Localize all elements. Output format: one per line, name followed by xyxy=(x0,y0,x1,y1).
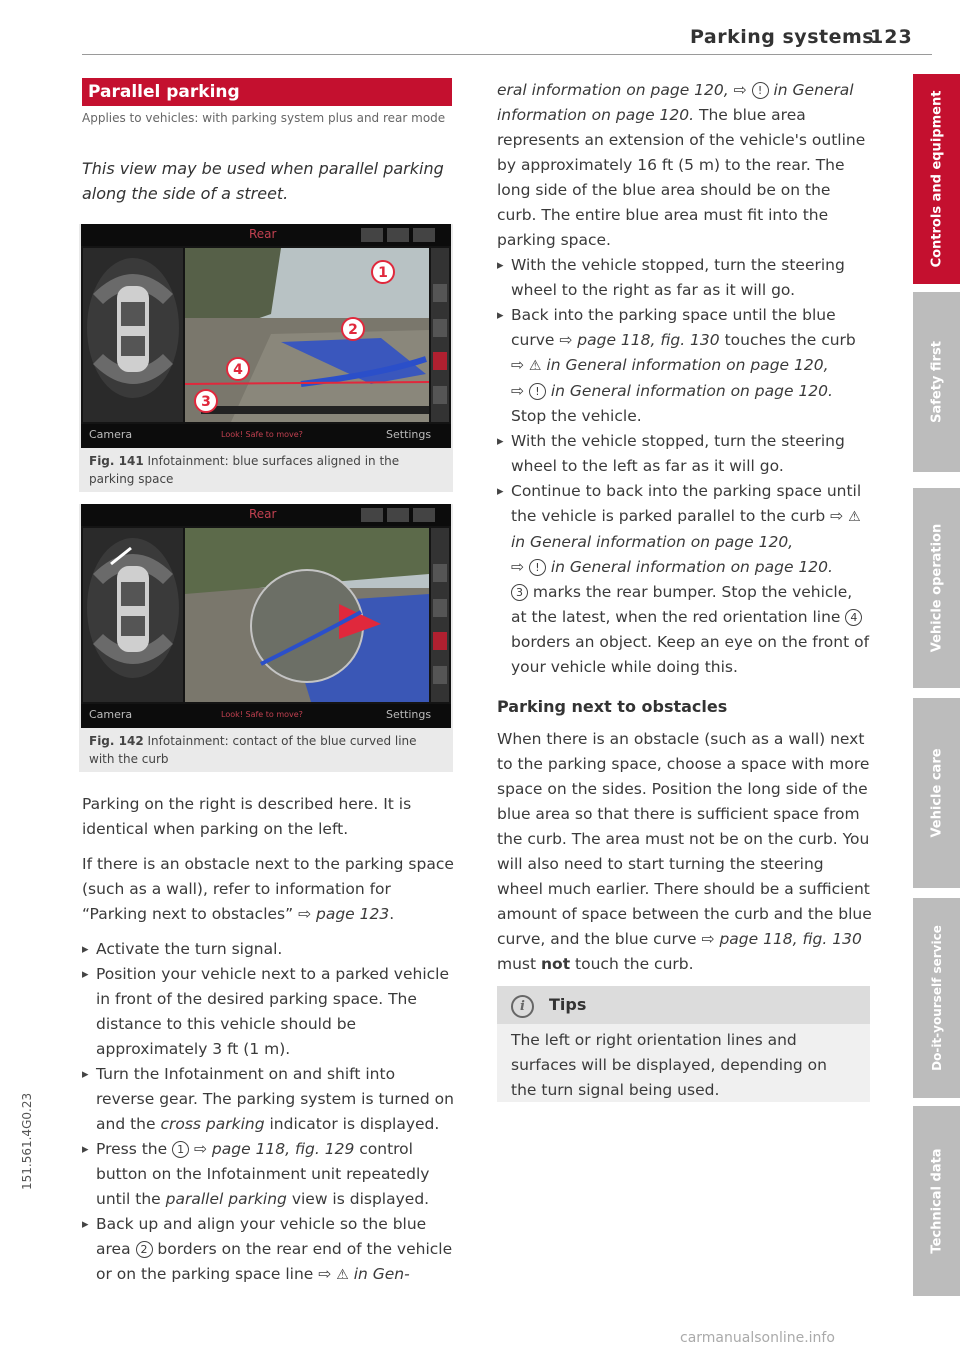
warning-message: Look! Safe to move? xyxy=(221,430,303,439)
callout-number-icon: 4 xyxy=(845,609,862,626)
settings-label: Settings xyxy=(386,708,432,721)
tab-controls-and-equipment[interactable]: Controls and equipment xyxy=(913,74,960,284)
section-heading: Parallel parking xyxy=(82,78,452,106)
list-item: ▸ Press the 1 ⇨ page 118, fig. 129 control button on the Infotainment unit repeatedly until the parallel parking view is displayed. xyxy=(82,1137,454,1212)
page-reference-link[interactable]: ⇨ page 118, fig. 130 xyxy=(701,930,862,948)
infotainment-screen-141 xyxy=(81,224,451,448)
tips-title: Tips xyxy=(549,995,587,1014)
list-item: ▸ Continue to back into the parking space until the vehicle is parked parallel to the curb ⇨ ⚠ in General information on page 120, ⇨ ! in General information on page 120. 3 marks the rear bumper. Stop the vehicle, at the latest, when the red orientation line 4 borders an object. Keep an eye on the front of your vehicle while doing this. xyxy=(497,479,872,680)
header-divider xyxy=(82,54,932,55)
subheading: Parking next to obstacles xyxy=(497,697,728,716)
svg-text:1: 1 xyxy=(378,265,388,281)
warning-triangle-icon: ⚠ xyxy=(528,358,542,374)
callout-number-icon: 2 xyxy=(136,1241,153,1258)
callout-number-icon: 3 xyxy=(511,584,528,601)
applies-note: Applies to vehicles: with parking system plus and rear mode xyxy=(82,111,446,125)
svg-text:3: 3 xyxy=(201,394,211,410)
figure-142 xyxy=(79,504,453,772)
svg-text:2: 2 xyxy=(348,322,358,338)
watermark: carmanualsonline.info xyxy=(680,1330,835,1346)
caption-text: Infotainment: contact of the blue curved line with the curb xyxy=(89,734,417,766)
tips-text: The left or right orientation lines and surfaces will be displayed, depending on the turn signal being used. xyxy=(511,1031,827,1099)
screen-title: Rear xyxy=(249,507,277,521)
svg-text:4: 4 xyxy=(233,362,243,378)
tab-do-it-yourself-service[interactable]: Do-it-yourself service xyxy=(913,898,960,1098)
infotainment-screen-142 xyxy=(81,504,451,728)
tips-box xyxy=(497,986,870,1102)
screen-title: Rear xyxy=(249,227,277,241)
list-item: ▸ With the vehicle stopped, turn the steering wheel to the right as far as it will go. xyxy=(497,253,872,303)
warning-triangle-icon: ⚠ xyxy=(336,1267,349,1283)
page-reference-link[interactable]: ⇨ page 118, fig. 129 xyxy=(189,1140,355,1158)
camera-label: Camera xyxy=(89,428,133,441)
control-number-icon: 1 xyxy=(172,1141,189,1158)
page-number: 123 xyxy=(870,26,913,48)
figure-142-caption xyxy=(89,732,444,768)
camera-view-graphic xyxy=(81,504,451,728)
paragraph: eral information on page 120, ⇨ ! in General information on page 120. The blue area represents an extension of the vehicle's outline by approximately 16 ft (5 m) to the rear. The long side of the blue area should be on the curb. The entire blue area must fit into the parking space. xyxy=(497,81,866,249)
caption-text: Infotainment: blue surfaces aligned in the parking space xyxy=(89,454,400,486)
tab-vehicle-care[interactable]: Vehicle care xyxy=(913,698,960,888)
list-item: ▸ Turn the Infotainment on and shift into reverse gear. The parking system is turned on and the cross parking indicator is displayed. xyxy=(82,1062,454,1137)
paragraph: When there is an obstacle (such as a wall) next to the parking space, choose a space with more space on the sides. Position the long side of the blue area so that there is sufficient space from the curb. The area must not be on the curb. You will also need to start turning the steering wheel much earlier. There should be a sufficient amount of space between the curb and the blue curve, and the blue curve ⇨ page 118, fig. 130 must not touch the curb. xyxy=(497,730,872,973)
figure-141-caption xyxy=(89,452,444,488)
settings-label: Settings xyxy=(386,428,432,441)
figure-141 xyxy=(79,224,453,492)
list-item: ▸ Activate the turn signal. xyxy=(82,937,454,962)
running-header-title: Parking systems xyxy=(690,26,875,48)
page-reference-link[interactable]: ⇨ page 123 xyxy=(298,905,390,923)
document-code: 151.561.4G0.23 xyxy=(20,1092,34,1190)
list-item: ▸ Position your vehicle next to a parked vehicle in front of the desired parking space. The distance to this vehicle should be approximately 3 ft (1 m). xyxy=(82,962,454,1062)
camera-view-graphic xyxy=(81,224,451,448)
figure-label: Fig. 141 xyxy=(89,454,144,468)
camera-label: Camera xyxy=(89,708,133,721)
intro-text: This view may be used when parallel parking along the side of a street. xyxy=(82,159,444,203)
caution-icon: ! xyxy=(752,82,769,99)
list-item: ▸ Back up and align your vehicle so the blue area 2 borders on the rear end of the vehicle or on the parking space line ⇨ ⚠ in Gen- xyxy=(82,1212,454,1288)
paragraph: Parking on the right is described here. It is identical when parking on the left. xyxy=(82,795,412,838)
caution-icon: ! xyxy=(529,383,546,400)
page-reference-link[interactable]: ⇨ page 118, fig. 130 xyxy=(559,331,720,349)
warning-triangle-icon: ⚠ xyxy=(848,509,861,525)
tips-header xyxy=(497,986,870,1024)
caution-icon: ! xyxy=(529,559,546,576)
tab-vehicle-operation[interactable]: Vehicle operation xyxy=(913,488,960,688)
list-item: ▸ With the vehicle stopped, turn the steering wheel to the left as far as it will go. xyxy=(497,429,872,479)
info-icon: i xyxy=(511,995,534,1018)
left-column-body xyxy=(82,792,454,1288)
tab-technical-data[interactable]: Technical data xyxy=(913,1106,960,1296)
tab-safety-first[interactable]: Safety first xyxy=(913,292,960,472)
paragraph: If there is an obstacle next to the parking space (such as a wall), refer to information for “Parking next to obstacles” ⇨ page 123. xyxy=(82,855,454,923)
warning-message: Look! Safe to move? xyxy=(221,710,303,719)
figure-label: Fig. 142 xyxy=(89,734,144,748)
list-item: ▸ Back into the parking space until the blue curve ⇨ page 118, fig. 130 touches the curb ⇨ ⚠ in General information on page 120, ⇨ ! in General information on page 120. Stop the vehicle. xyxy=(497,303,872,429)
right-column-body xyxy=(497,78,872,977)
